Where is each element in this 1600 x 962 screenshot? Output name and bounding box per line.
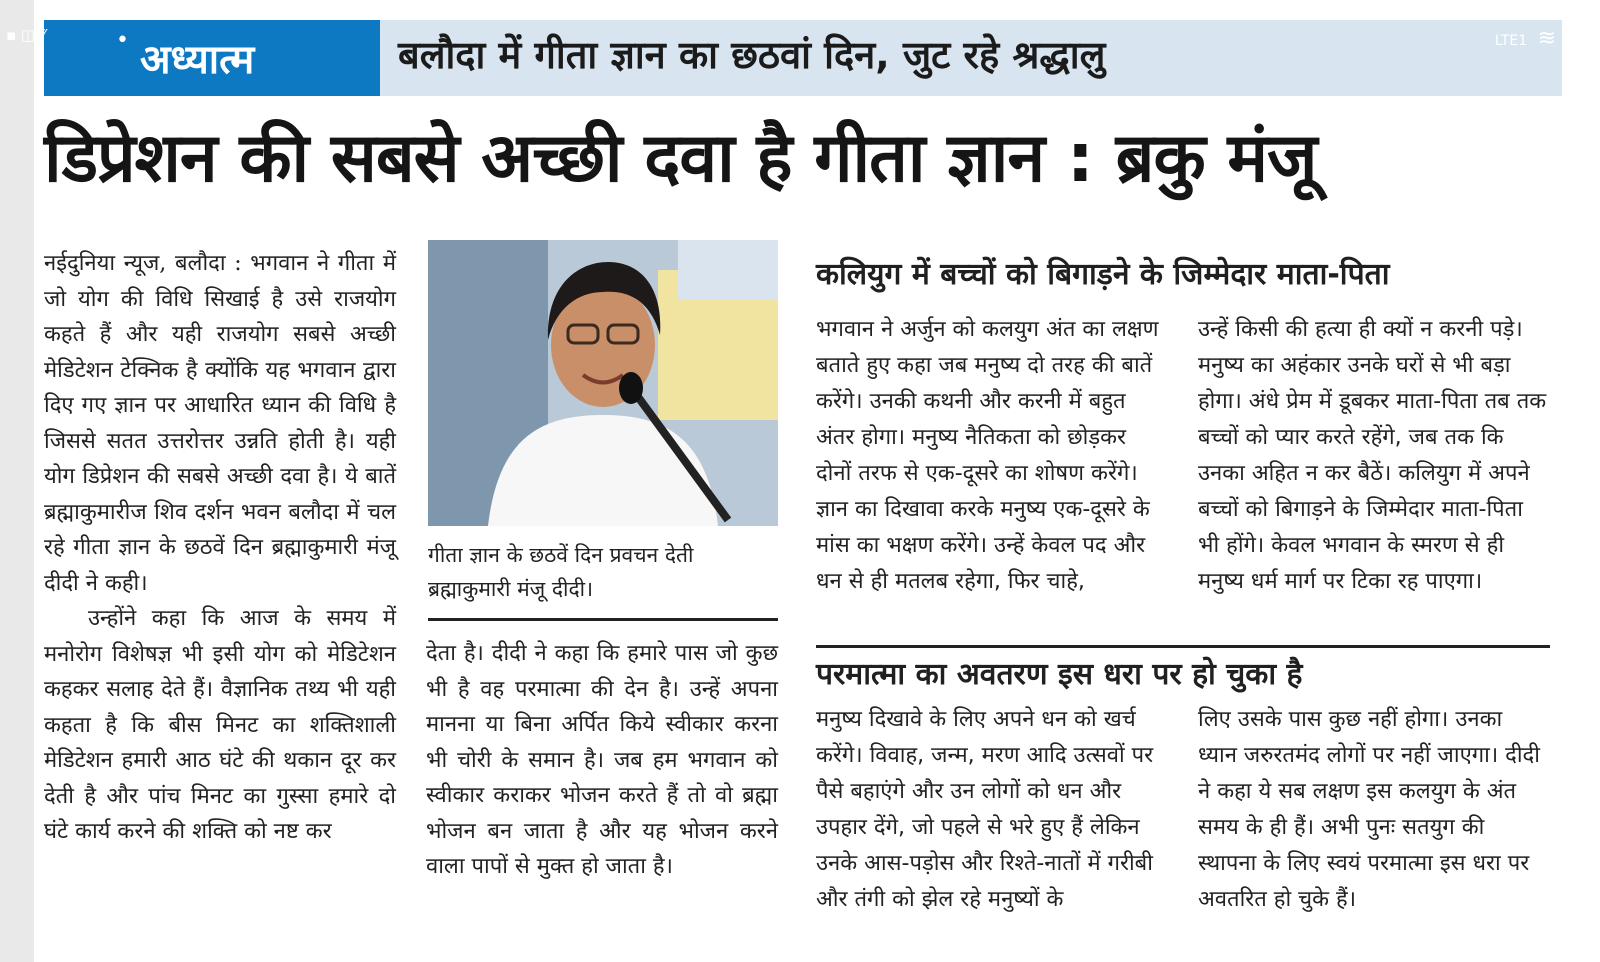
main-headline: डिप्रेशन की सबसे अच्छी दवा है गीता ज्ञान : ब्रकु मंजू bbox=[44, 119, 1317, 198]
column-1-paragraph-2: उन्होंने कहा कि आज के समय में मनोरोग विशेषज्ञ भी इसी योग को मेडिटेशन कहकर सलाह देते हैं। वैज्ञानिक तथ्य भी यही कहता है कि बीस मिनट का शक्तिशाली मेडिटेशन हमारी आठ घंटे की थकान दूर कर देती है और पांच मिनट का गुस्सा हमारे दो घंटे कार्य करने की शक्ति को नष्ट कर bbox=[44, 606, 396, 844]
news-photo bbox=[428, 240, 778, 526]
article-column-3-top bbox=[816, 312, 1166, 600]
status-icons bbox=[1495, 26, 1556, 51]
column-3-paragraph-2: मनुष्य दिखावे के लिए अपने धन को खर्च करेंगे। विवाह, जन्म, मरण आदि उत्सवों पर पैसे बहाएंगे और उन लोगों को धन और उपहार देंगे, जो पहले से भरे हुए हैं लेकिन उनके आस-पड़ोस और रिश्ते-नातों में गरीबी और तंगी को झेल रहे मनुष्यों के bbox=[816, 707, 1154, 912]
bullet-icon: • bbox=[116, 28, 129, 53]
article-column-1 bbox=[44, 246, 396, 850]
column-3-paragraph-1: भगवान ने अर्जुन को कलयुग अंत का लक्षण बताते हुए कहा जब मनुष्य दो तरह की बातें करेंगे। उनकी कथनी और करनी में बहुत अंतर होगा। मनुष्य नैतिकता को छोड़कर दोनों तरफ से एक-दूसरे का शोषण करेंगे। ज्ञान का दिखावा करके मनुष्य एक-दूसरे के मांस का भक्षण करेंगे। उन्हें केवल पद और धन से ही मतलब रहेगा, फिर चाहे, bbox=[816, 317, 1159, 594]
subheading-2: परमात्मा का अवतरण इस धरा पर हो चुका है bbox=[816, 657, 1303, 692]
speaker-photo bbox=[428, 240, 778, 526]
section-tag bbox=[6, 20, 380, 96]
column-4-paragraph-2: लिए उसके पास कुछ नहीं होगा। उनका ध्यान जरुरतमंद लोगों पर नहीं जाएगा। दीदी ने कहा ये सब लक्षण इस कलयुग के अंत समय के ही हैं। अभी पुनः सतयुग की स्थापना के लिए स्वयं परमात्मा इस धरा पर अवतरित हो चुके हैं। bbox=[1198, 707, 1540, 912]
banner-title: बलौदा में गीता ज्ञान का छठवां दिन, जुट रहे श्रद्धालु bbox=[398, 33, 1106, 77]
status-left-icons: ▪ ◫ ⁄⁄ bbox=[6, 26, 45, 44]
column-1-paragraph-1: नईदुनिया न्यूज, बलौदा : भगवान ने गीता में जो योग की विधि सिखाई है उसे राजयोग कहते हैं और यही राजयोग सबसे अच्छी मेडिटेशन टेक्निक है क्योंकि यह भगवान द्वारा दिए गए ज्ञान पर आधारित ध्यान की विधि है जिससे सतत उत्तरोत्तर उन्नति होती है। यही योग डिप्रेशन की सबसे अच्छी दवा है। ये बातें ब्रह्माकुमारीज शिव दर्शन भवन बलौदा में चल रहे गीता ज्ञान के छठवें दिन ब्रह्माकुमारी मंजू दीदी ने कही। bbox=[44, 251, 396, 596]
subheading-1: कलियुग में बच्चों को बिगाड़ने के जिम्मेदार माता-पिता bbox=[816, 257, 1390, 292]
article-column-4-top bbox=[1198, 312, 1548, 600]
column-2-paragraph-1: देता है। दीदी ने कहा कि हमारे पास जो कुछ भी है वह परमात्मा की देन है। उन्हें अपना मानना या बिना अर्पित किये स्वीकार करना भी चोरी के समान है। जब हम भगवान को स्वीकार कराकर भोजन करते हैं तो वो ब्रह्मा भोजन बन जाता है और यह भोजन करने वाला पापों से मुक्त हो जाता है। bbox=[426, 641, 778, 879]
caption-divider bbox=[428, 618, 778, 621]
network-icon: LTE1 bbox=[1494, 33, 1528, 49]
article-column-4-bottom bbox=[1198, 702, 1548, 918]
wifi-icon: ≋ bbox=[1537, 26, 1556, 51]
section-divider bbox=[816, 645, 1550, 648]
photo-caption: गीता ज्ञान के छठवें दिन प्रवचन देती ब्रह्माकुमारी मंजू दीदी। bbox=[428, 543, 694, 601]
article-column-2 bbox=[426, 636, 778, 885]
left-edge-strip bbox=[0, 0, 34, 962]
article-column-3-bottom bbox=[816, 702, 1166, 918]
section-label: अध्यात्म bbox=[140, 37, 255, 83]
column-4-paragraph-1: उन्हें किसी की हत्या ही क्यों न करनी पड़े। मनुष्य का अहंकार उनके घरों से भी बड़ा होगा। अंधे प्रेम में डूबकर माता-पिता तब तक बच्चों को प्यार करते रहेंगे, जब तक कि उनका अहित न कर बैठें। कलियुग में अपने बच्चों को बिगाड़ने के जिम्मेदार माता-पिता भी होंगे। केवल भगवान के स्मरण से ही मनुष्य धर्म मार्ग पर टिका रह पाएगा। bbox=[1198, 317, 1547, 594]
